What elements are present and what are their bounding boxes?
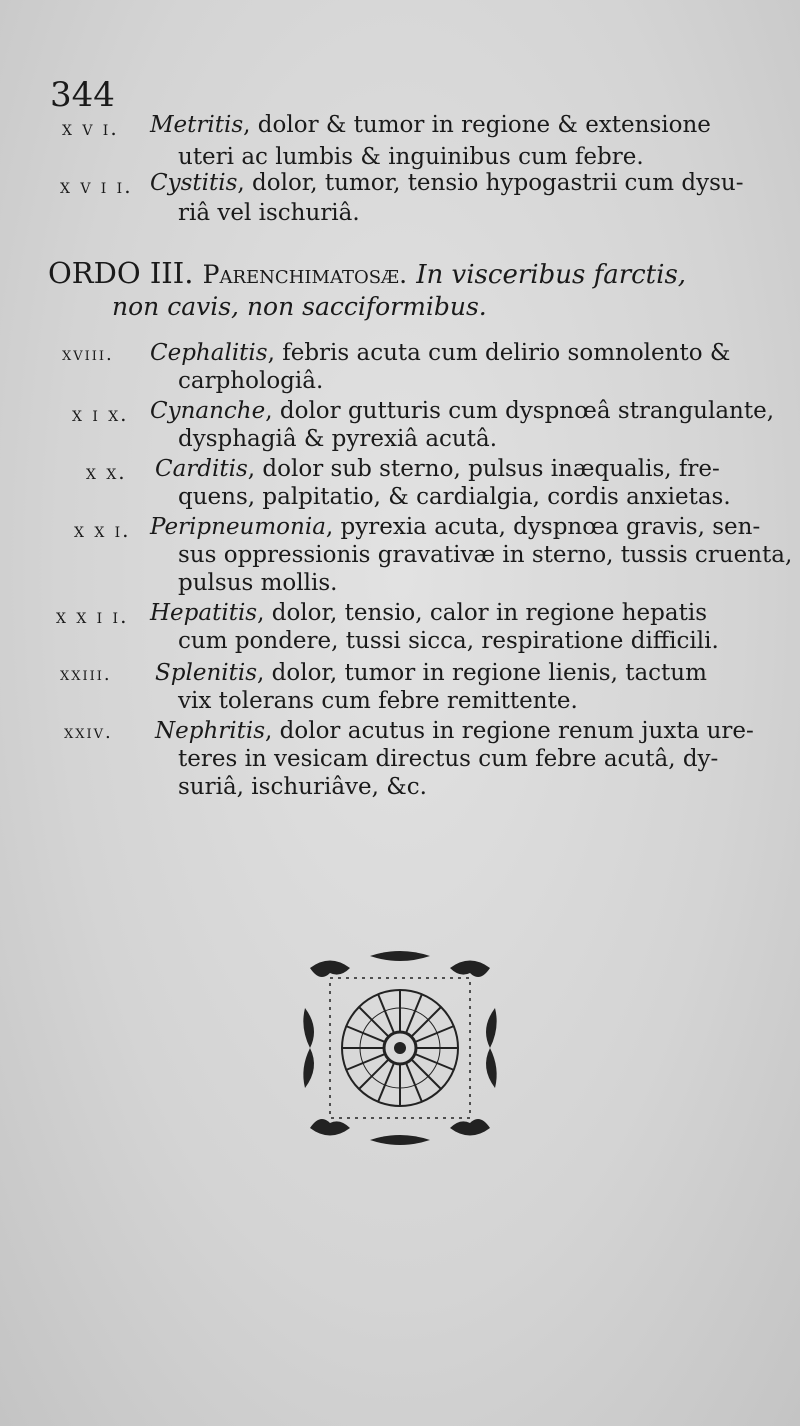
- entry-first-line: [155, 456, 720, 482]
- entry-numeral: x i x.: [72, 402, 129, 426]
- entry-numeral: x x i.: [74, 518, 131, 542]
- entry-first-line: [155, 660, 707, 686]
- entry-text: , febris acuta cum delirio somnolento &: [267, 340, 731, 366]
- disease-name: Hepatitis: [150, 600, 258, 626]
- entry-numeral: x v i i.: [60, 174, 133, 198]
- entry-continuation: pulsus mollis.: [178, 570, 338, 596]
- entry-first-line: [155, 718, 754, 744]
- order-name: Parenchimatosæ.: [202, 260, 408, 289]
- entry-continuation: suriâ, ischuriâve, &c.: [178, 774, 427, 800]
- order-description-continued: non cavis, non sacciformibus.: [112, 292, 487, 321]
- entry-first-line: [150, 600, 707, 626]
- entry-first-line: [150, 170, 743, 196]
- floral-vignette-icon: [300, 948, 500, 1148]
- entry-text: , dolor, tumor, tensio hypogastrii cum dysu-: [237, 170, 744, 196]
- entry-numeral: xxiv.: [64, 722, 113, 743]
- disease-name: Cephalitis: [150, 340, 268, 366]
- entry-text: , dolor, tumor in regione lienis, tactum: [257, 660, 707, 686]
- entry-continuation: carphologiâ.: [178, 368, 324, 394]
- entry-text: , dolor & tumor in regione & extensione: [243, 112, 711, 138]
- entry-first-line: [150, 398, 774, 424]
- entry-continuation: cum pondere, tussi sicca, respiratione difficili.: [178, 628, 719, 654]
- entry-first-line: [150, 112, 711, 138]
- disease-name: Carditis: [155, 456, 248, 482]
- entry-numeral: xviii.: [62, 344, 114, 365]
- disease-name: Cystitis: [150, 170, 238, 196]
- order-heading: [48, 256, 686, 290]
- entry-first-line: [150, 514, 760, 540]
- entry-numeral: x v i.: [62, 116, 119, 140]
- disease-name: Metritis: [150, 112, 244, 138]
- entry-numeral: x x.: [86, 460, 127, 484]
- entry-numeral: x x i i.: [56, 604, 129, 628]
- entry-continuation: riâ vel ischuriâ.: [178, 200, 360, 226]
- entry-text: , pyrexia acuta, dyspnœa gravis, sen-: [325, 514, 761, 540]
- entry-numeral: xxiii.: [60, 664, 112, 685]
- disease-name: Cynanche: [150, 398, 266, 424]
- show-through-text: [80, 800, 87, 826]
- entry-continuation: quens, palpitatio, & cardialgia, cordis anxietas.: [178, 484, 731, 510]
- entry-continuation: dysphagiâ & pyrexiâ acutâ.: [178, 426, 498, 452]
- entry-text: , dolor gutturis cum dyspnœâ strangulante,: [265, 398, 775, 424]
- entry-text: , dolor, tensio, calor in regione hepatis: [257, 600, 708, 626]
- entry-continuation: vix tolerans cum febre remittente.: [178, 688, 578, 714]
- disease-name: Peripneumonia: [150, 514, 326, 540]
- order-title: ORDO III.: [48, 256, 194, 290]
- disease-name: Splenitis: [155, 660, 258, 686]
- entry-continuation: uteri ac lumbis & inguinibus cum febre.: [178, 144, 644, 170]
- disease-name: Nephritis: [155, 718, 266, 744]
- entry-text: , dolor acutus in regione renum juxta ure-: [265, 718, 754, 744]
- page-number: 344: [50, 75, 115, 115]
- order-description: In visceribus farctis,: [416, 260, 687, 290]
- entry-continuation: teres in vesicam directus cum febre acutâ, dy-: [178, 746, 719, 772]
- entry-text: , dolor sub sterno, pulsus inæqualis, fre-: [247, 456, 720, 482]
- entry-first-line: [150, 340, 730, 366]
- entry-continuation: sus oppressionis gravativæ in sterno, tussis cruenta,: [178, 542, 793, 568]
